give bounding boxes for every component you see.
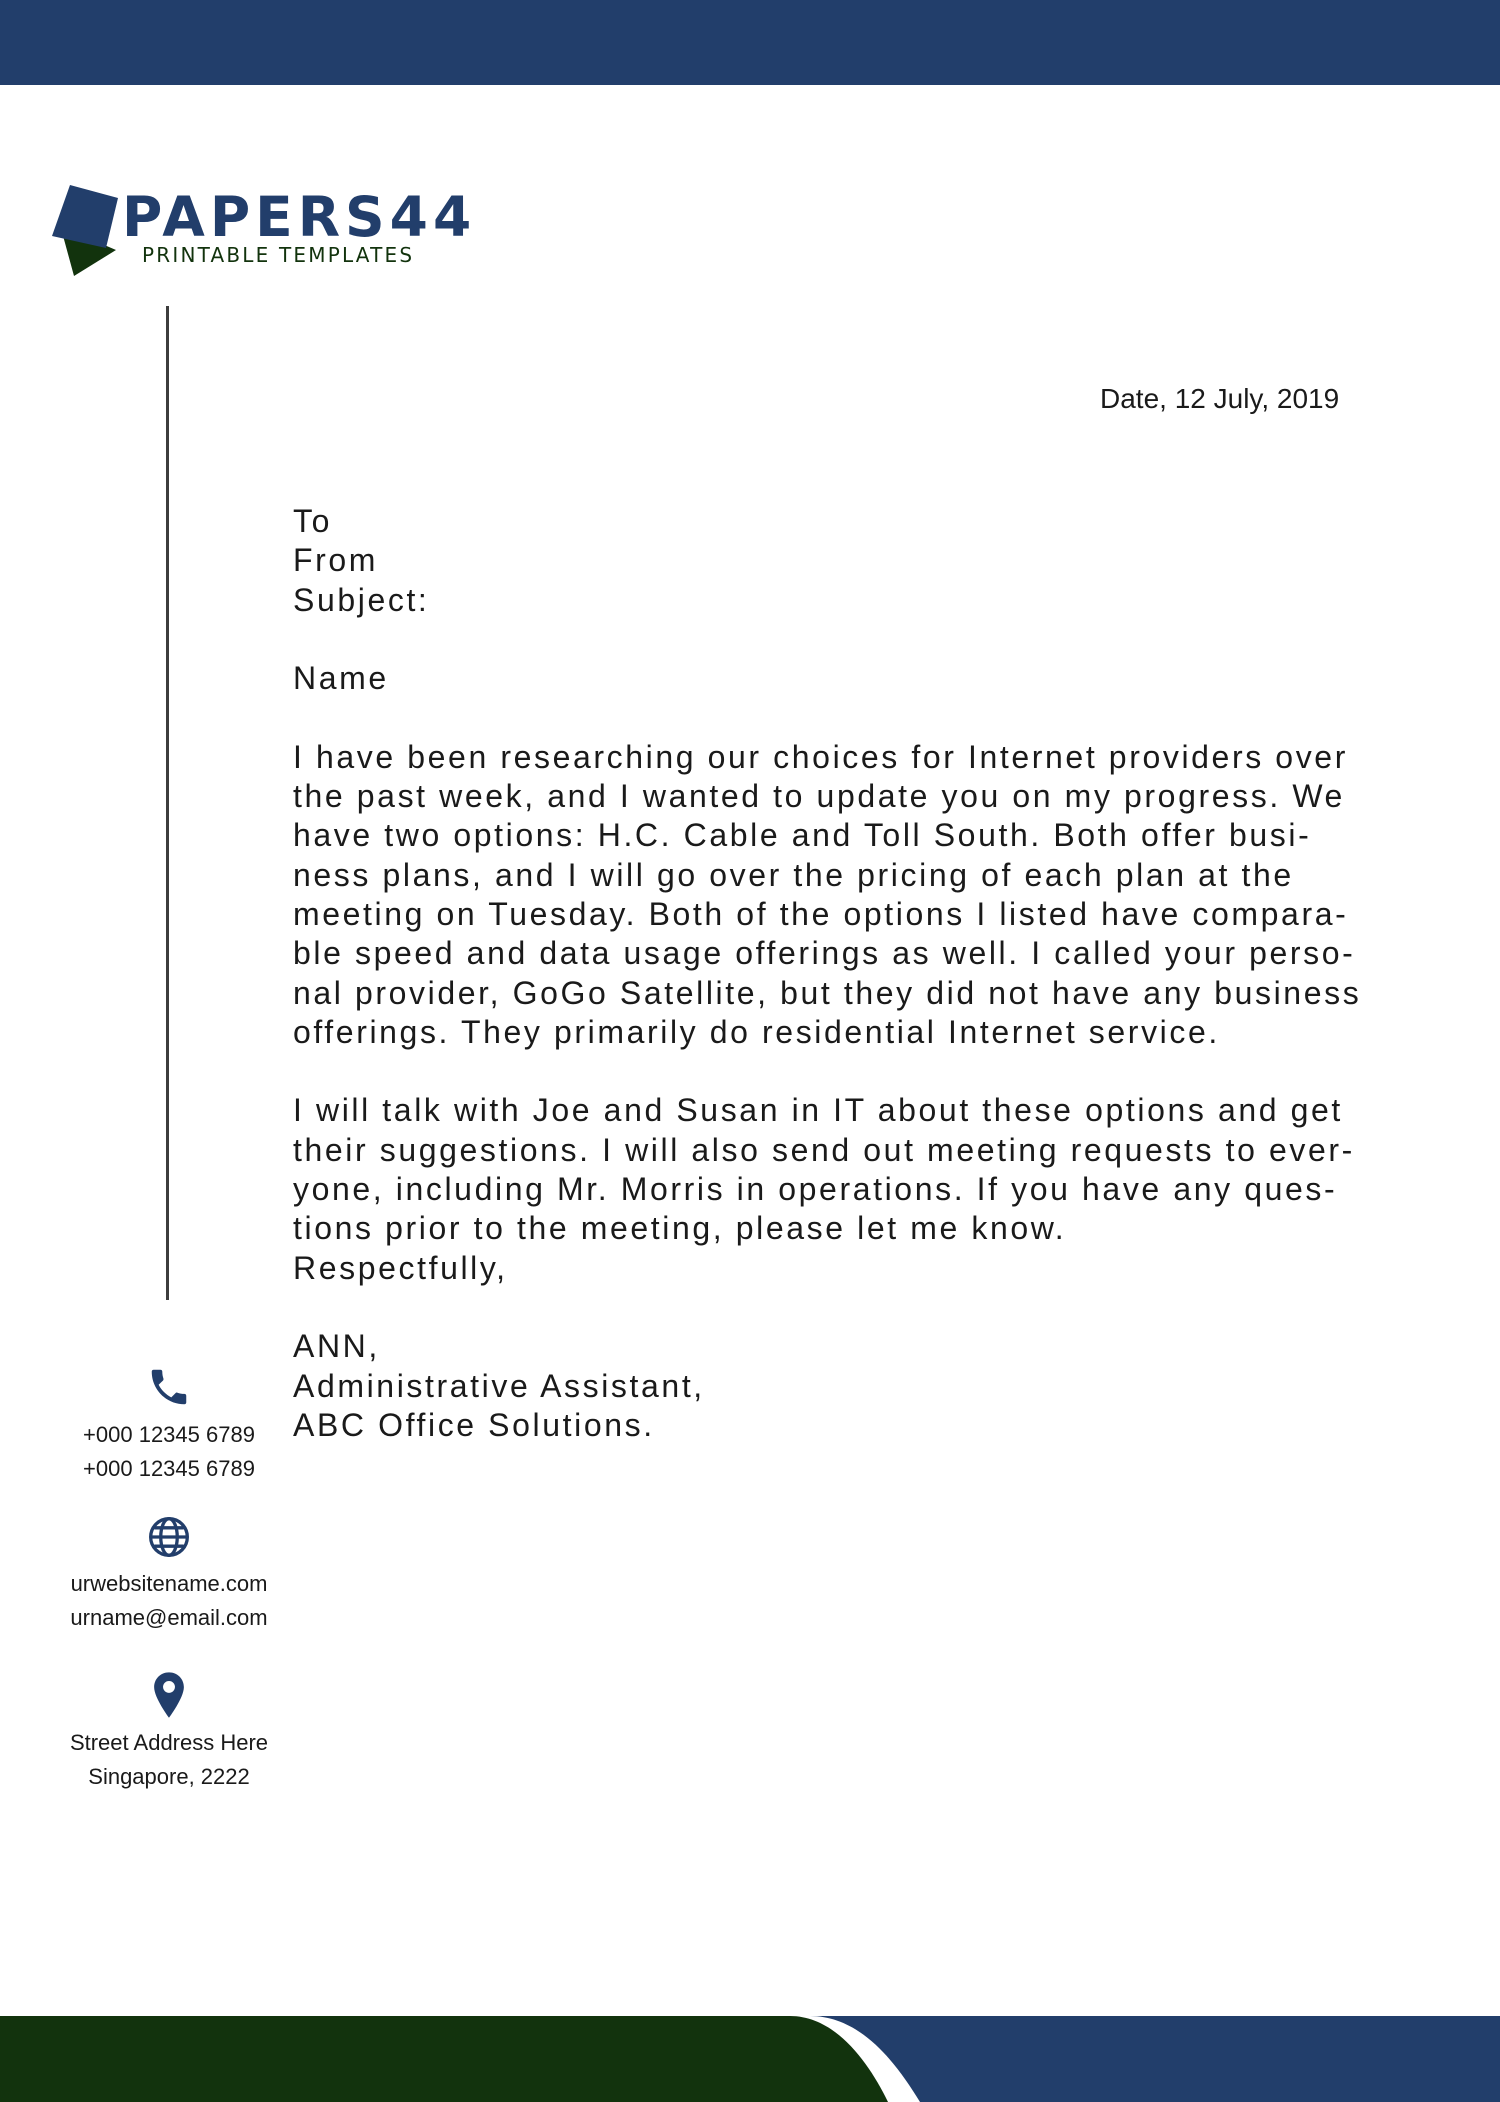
paragraph-line: have two options: H.C. Cable and Toll South. Both offer busi- [293,817,1312,854]
globe-icon [147,1515,191,1559]
address-line-1: Street Address Here [69,1730,269,1755]
logo-mark-icon [50,180,120,276]
phone-block [40,1364,298,1486]
paragraph-line: yone, including Mr. Morris in operations. If you have any ques- [293,1171,1338,1208]
vertical-divider [166,306,169,1300]
phone-number-1: +000 12345 6789 [83,1422,255,1447]
paragraph-line: ness plans, and I will go over the pricing of each plan at the [293,856,1294,893]
to-line: To [293,503,332,539]
brand-logo [50,180,477,280]
footer-band [0,2016,1500,2102]
web-block [40,1515,298,1635]
paragraph-line: their suggestions. I will also send out meeting requests to ever- [293,1131,1355,1168]
closing: Respectfully, [293,1249,508,1286]
address-block [40,1672,298,1794]
paragraph-line: ble speed and data usage offerings as well. I called your perso- [293,935,1356,972]
paragraph-1 [293,738,1468,1052]
brand-tagline: PRINTABLE TEMPLATES [142,243,415,267]
phone-number-2: +000 12345 6789 [83,1456,255,1481]
salutation: Name [293,660,389,697]
paragraph-line: offerings. They primarily do residential Internet service. [293,1013,1220,1050]
paragraph-line: I will talk with Joe and Susan in IT about these options and get [293,1092,1343,1129]
website[interactable]: urwebsitename.com [70,1571,268,1596]
signature-name: ANN, [293,1328,380,1365]
letter-date: Date, 12 July, 2019 [1100,383,1340,414]
paragraph-line: meeting on Tuesday. Both of the options I listed have compara- [293,895,1349,932]
subject-line: Subject: [293,581,430,618]
paragraph-line: the past week, and I wanted to update you on my progress. We [293,778,1345,815]
letter-body [293,502,1468,1445]
paragraph-line: tions prior to the meeting, please let me know. [293,1210,1067,1247]
signature-company: ABC Office Solutions. [293,1406,655,1443]
from-line: From [293,542,379,579]
header-band [0,0,1500,85]
paragraph-line: I have been researching our choices for Internet providers over [293,738,1348,775]
paragraph-line: nal provider, GoGo Satellite, but they did not have any business [293,974,1362,1011]
phone-icon [146,1364,192,1410]
signature-title: Administrative Assistant, [293,1367,705,1404]
paragraph-2 [293,1091,1468,1248]
map-pin-icon [152,1672,186,1718]
address-line-2: Singapore, 2222 [88,1764,250,1789]
brand-name: PAPERS44 [122,185,477,249]
email[interactable]: urname@email.com [70,1605,268,1630]
